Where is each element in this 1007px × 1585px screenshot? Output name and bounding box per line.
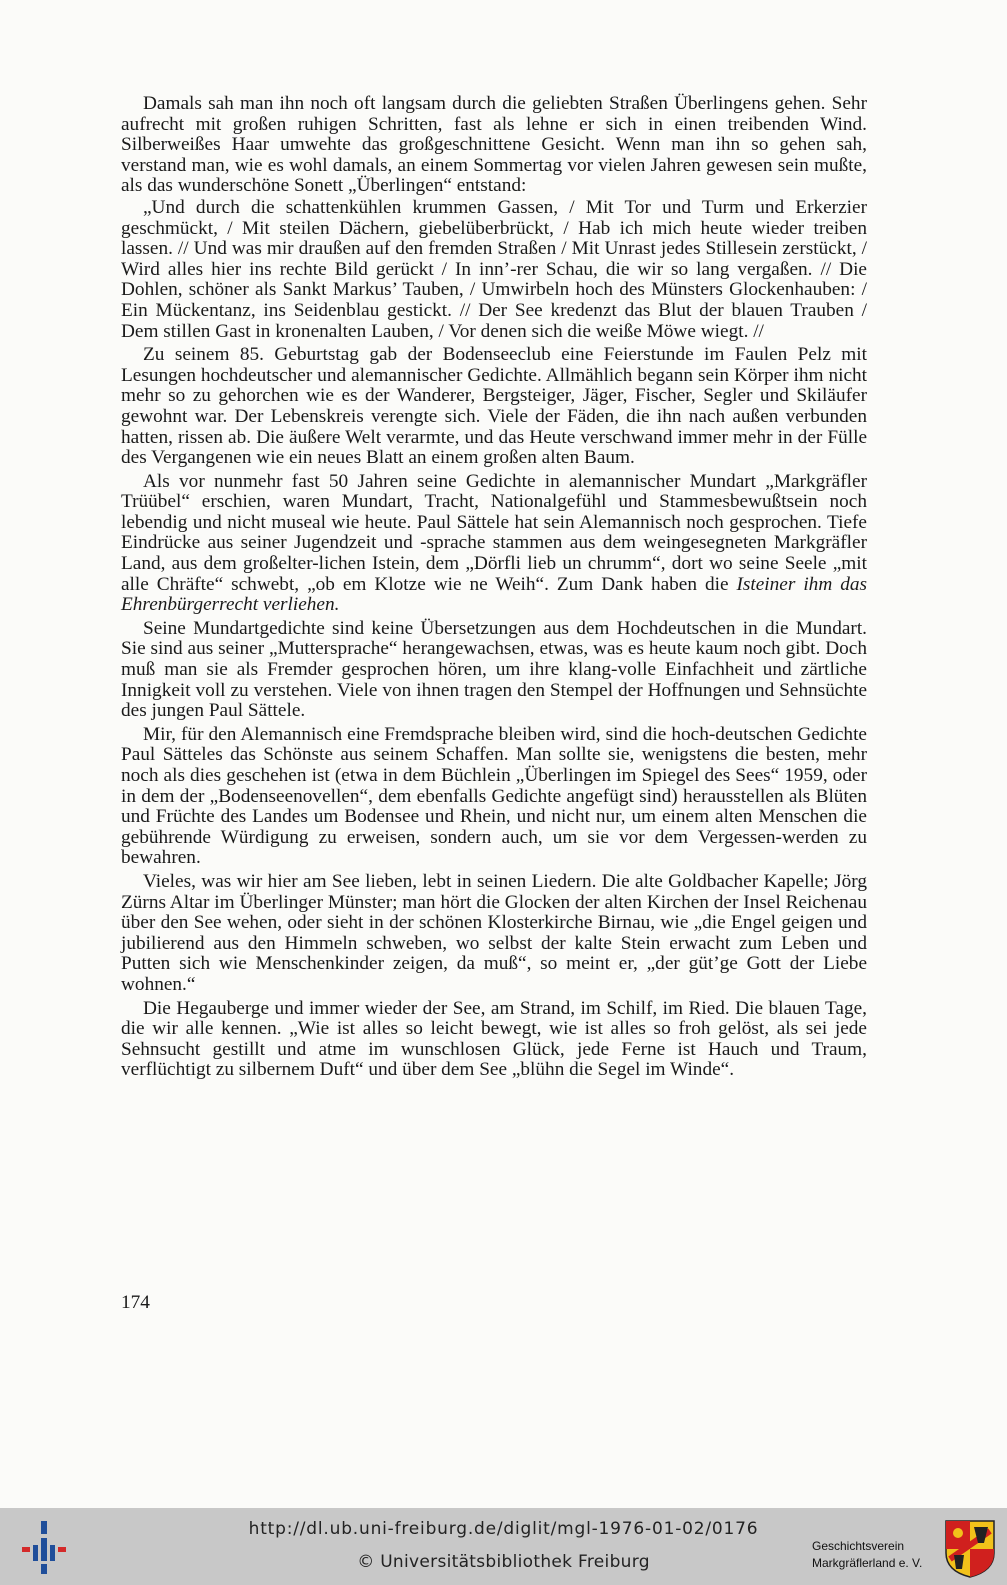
paragraph-4 xyxy=(121,472,867,616)
society-name xyxy=(812,1538,937,1572)
society-line-2: Markgräflerland e. V. xyxy=(812,1556,923,1570)
paragraph-4-text: Als vor nunmehr fast 50 Jahren seine Gedichte in alemannischer Mundart „Markgräfler Trüübel“ erschien, waren Mundart, Tracht, Nationalgefühl und Stammesbewußtsein noch lebendig und nicht museal wie heute. Paul Sättele hat sein Alemannisch noch gesprochen. Tiefe Eindrücke aus seiner Jugendzeit und -sprache stammen aus dem weingesegneten Markgräfler Land, aus dem großelter-lichen Istein, dem „Dörfli lieb un chrumm“, dort wo seine Seele „mit alle Chräfte“ schwebt, „ob em Klotze wie ne Weih“. Zum Dank haben die xyxy=(121,470,867,595)
footer-url-link[interactable]: http://dl.ub.uni-freiburg.de/diglit/mgl-1976-01-02/0176 xyxy=(248,1519,759,1539)
paragraph-4-italic: Isteiner ihm das Ehrenbürgerrecht verliehen. xyxy=(121,573,867,616)
coat-of-arms-icon xyxy=(944,1519,996,1579)
footer-copyright: © Universitätsbibliothek Freiburg xyxy=(357,1552,650,1572)
poem-sonnet: „Und durch die schattenkühlen krummen Gassen, / Mit Tor und Turm und Erkerzier geschmückt, / Mit steilen Dächern, giebelüberbrückt, / Hab ich mich heute wieder treiben lassen. // Und was mir draußen auf den fremden Straßen / Mit Unrast jedes Stillesein zerstückt, / Wird alles hier ins rechte Bild gerückt / In inn’-rer Schau, die wir so lang vergaßen. // Die Dohlen, schöner als Sankt Markus’ Tauben, / Umwirbeln hoch des Münsters Glockenhauben: / Ein Mückentanz, ins Seidenblau gestickt. // Der See kredenzt das Blut der blauen Trauben / Dem stillen Gast in kronenalten Lauben, / Vor denen sich die weiße Möwe wiegt. // xyxy=(121,196,867,342)
page-number: 174 xyxy=(121,1292,150,1313)
body-text xyxy=(121,94,867,1084)
footer-bar xyxy=(0,1508,1007,1585)
paragraph-7: Vieles, was wir hier am See lieben, lebt in seinen Liedern. Die alte Goldbacher Kapelle; Jörg Zürns Altar im Überlinger Münster; man hört die Glocken der alten Kirchen der Insel Reichenau über den See wehen, oder sieht in der schönen Klosterkirche Birnau, wie „die Engel geigen und jubilierend aus den Himmeln schweben, wo selbst der kalte Stein erwacht zum Leben und Putten sich wie Menschenkinder zeigen, da muß“, so meint er, „der güt’ge Gott der Liebe wohnen.“ xyxy=(121,870,867,995)
paragraph-1: Damals sah man ihn noch oft langsam durch die geliebten Straßen Überlingens gehen. Sehr aufrecht mit großen ruhigen Schritten, fast als lehne er sich in einen treibenden Wind. Silberweißes Haar umwehte das großgeschnittene Gesicht. Wenn man ihn so gehen sah, verstand man, wie es wohl damals, an einem Sommertag vor vielen Jahren gewesen sein mußte, als das wunderschöne Sonett „Überlingen“ entstand: xyxy=(121,93,867,197)
paragraph-8: Die Hegauberge und immer wieder der See, am Strand, im Schilf, im Ried. Die blauen Tage, die wir alle kennen. „Wie ist alles so leicht bewegt, wie ist alles so froh gelöst, als sei jede Sehnsucht gestillt und atme im wunschlosen Glück, jede Ferne ist Hauch und Traum, verflüchtigt zu silbernem Duft“ und über dem See „blühn die Segel im Winde“. xyxy=(121,997,867,1081)
paragraph-6: Mir, für den Alemannisch eine Fremdsprache bleiben wird, sind die hoch-deutschen Gedichte Paul Sätteles das Schönste aus seinem Schaffen. Man sollte sie, wenigstens die besten, mehr noch als dies geschehen ist (etwa in dem Büchlein „Überlingen im Spiegel des Sees“ 1959, oder in dem der „Bodenseenovellen“, dem ebenfalls Gedichte angefügt sind) herausstellen als Blüten und Früchte des Landes um Bodensee und Rhein, und nicht nur, um einem alten Menschen die gebührende Würdigung zu erweisen, sondern auch, um sie vor dem Vergessen-werden zu bewahren. xyxy=(121,723,867,869)
society-line-1: Geschichtsverein xyxy=(812,1539,905,1553)
paragraph-5: Seine Mundartgedichte sind keine Übersetzungen aus dem Hochdeutschen in die Mundart. Sie sind aus seiner „Muttersprache“ herangewachsen, etwas, was es heute kaum noch gibt. Doch muß man sie als Fremder gesprochen hören, um ihre klang-volle Einfachheit und zärtliche Innigkeit voll zu verstehen. Viele von ihnen tragen den Stempel der Hoffnungen und Sehnsüchte des jungen Paul Sättele. xyxy=(121,617,867,722)
paragraph-3: Zu seinem 85. Geburtstag gab der Bodenseeclub eine Feierstunde im Faulen Pelz mit Lesungen hochdeutscher und alemannischer Gedichte. Allmählich begann sein Körper ihm nicht mehr so zu gehorchen wie es der Wanderer, Bergsteiger, Jäger, Fischer, Segler und Skiläufer gewohnt war. Der Lebenskreis verengte sich. Viele der Fäden, die ihn nach außen verbunden hatten, rissen ab. Die äußere Welt verarmte, und das Heute verschwand immer mehr in der Fülle des Vergangenen wie ein neues Blatt an einem großen alten Baum. xyxy=(121,344,867,469)
